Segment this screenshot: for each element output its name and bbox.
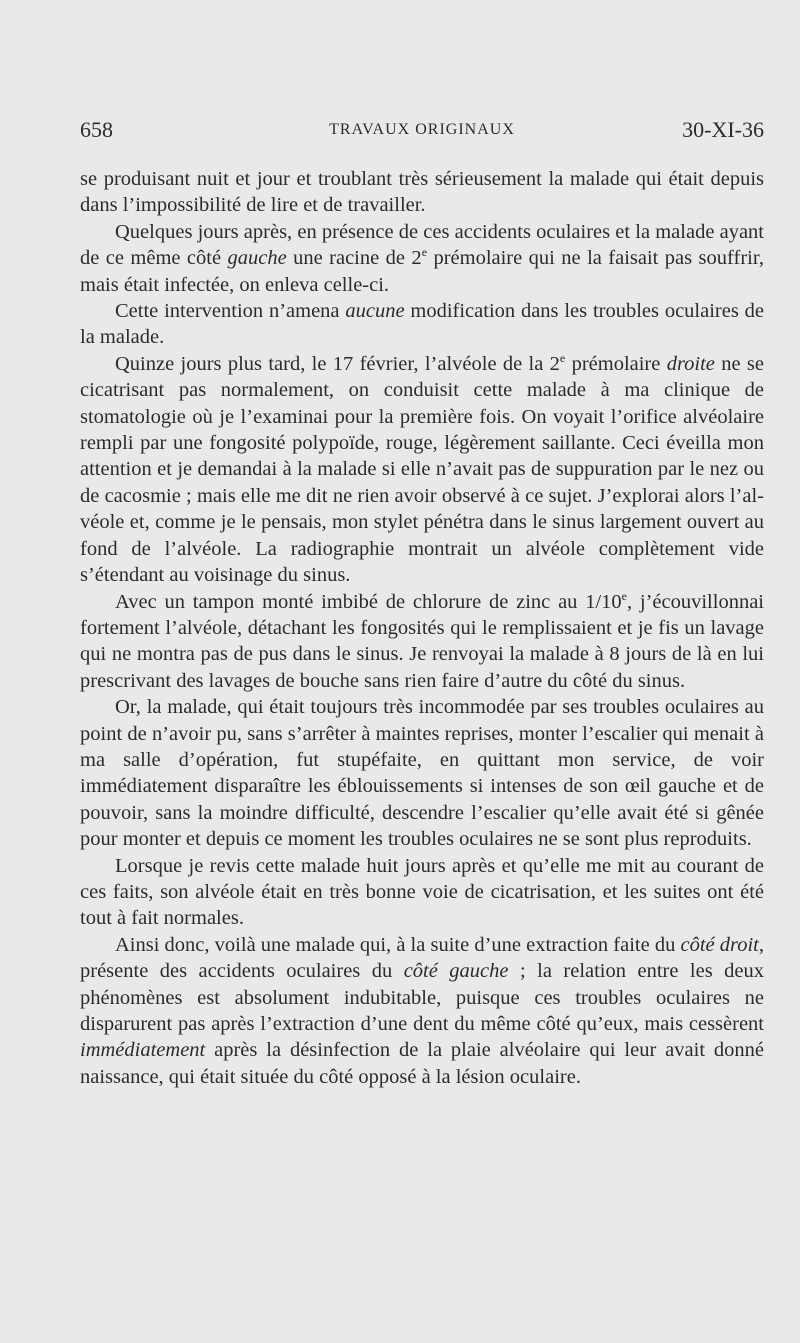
paragraph (80, 351, 764, 589)
text-run: Ainsi donc, voilà une malade qui, à la suite d’une extraction faite du (115, 933, 681, 956)
paragraph (80, 694, 764, 852)
paragraph (80, 166, 764, 219)
text-run: prémolaire (565, 352, 667, 375)
text-run: ; la relation entre les deux phénomènes est absolument indubitable, puisque ces troubles oculaires ne disparurent pas après l’extraction d’une dent du même côté qu’eux, mais cessèrent (80, 960, 764, 1035)
page-header (80, 117, 764, 141)
paragraph (80, 853, 764, 932)
paragraph (80, 589, 764, 695)
text-run: , j’écouvillonnai fortement l’alvéole, détachant les fongosités qui le remplissaient et je fis un lavage qui ne montra pas de pus dans le sinus. Je renvoyai la malade à 8 jours de là en lui prescrivant des lavages de bouche sans rien faire d’autre du côté du sinus. (80, 590, 764, 692)
italic-text: côté droit (680, 933, 759, 956)
page-number: 658 (80, 117, 113, 142)
text-run: modification dans les troubles oculaires de la malade. (80, 300, 764, 349)
text-run: une racine de 2 (286, 247, 422, 270)
text-run: après la désinfection de la plaie alvéolaire qui leur avait donné naissance, qui était située du côté opposé à la lésion oculaire. (80, 1039, 764, 1088)
running-title: TRAVAUX ORIGINAUX (329, 121, 515, 138)
text-run: Quinze jours plus tard, le 17 février, l’alvéole de la 2 (115, 352, 560, 375)
text-run: , présente des accidents oculaires du (80, 933, 764, 983)
italic-text: gauche (227, 247, 287, 270)
superscript: e (559, 350, 566, 365)
italic-text: droite (666, 352, 715, 375)
paragraph (80, 219, 764, 298)
text-run: Or, la malade, qui était toujours très incommodée par ses troubles oculaires au point de n’avoir pu, sans s’arrêter à maintes reprises, monter l’escalier qui menait à ma salle d’opération, fut stupéfaite, en quittant mon service, de voir immédiatement disparaître les éblouissements si intenses de son œil gauche et de pouvoir, sans la moindre difficulté, descendre l’escalier qu’elle avait été si gênée pour monter et depuis ce moment les troubles oculaires ne se sont plus reproduits. (80, 696, 764, 851)
superscript: e (421, 245, 428, 260)
text-run: se produisant nuit et jour et troublant très sérieusement la malade qui était depuis dans l’impossibilité de lire et de travailler. (80, 168, 764, 217)
text-run: Cette intervention n’amena (115, 300, 346, 323)
header-date: 30-XI-36 (682, 117, 764, 142)
text-run: prémolaire qui ne la faisait pas souffrir, mais était infectée, on enleva celle-ci. (80, 247, 764, 296)
text-run: Lorsque je revis cette malade huit jours après et qu’elle me mit au courant de ces faits, son alvéole était en très bonne voie de cicatrisation, et les suites ont été tout à fait normales. (80, 854, 764, 930)
italic-text: côté gauche (403, 960, 509, 983)
italic-text: aucune (345, 300, 405, 323)
paragraph (80, 298, 764, 351)
superscript: e (621, 588, 627, 603)
body-text (80, 166, 764, 1090)
text-run: Avec un tampon monté imbibé de chlorure de zinc au 1/10 (115, 590, 622, 613)
italic-text: immédiatement (80, 1039, 206, 1062)
text-run: ne se cicatrisant pas normalement, on conduisit cette malade à ma clinique de stomatologie où je l’examinai pour la première fois. On voyait l’orifice alvéolaire rempli par une fongosité polypoïde, rouge, légèrement saillante. Ceci éveilla mon attention et je demandai à la malade si elle n’avait pas de suppuration par le nez ou de cacosmie ; mais elle me dit ne rien avoir observé à ce sujet. J’explorai alors l’alvéole et, comme je le pensais, mon stylet pénétra dans le sinus largement ouvert au fond de l’alvéole. La radiographie montrait un alvéole complètement vide s’étendant au voisinage du sinus. (80, 352, 764, 587)
paragraph (80, 932, 764, 1090)
text-run: Quelques jours après, en présence de ces accidents oculaires et la malade ayant de ce même côté (80, 220, 764, 270)
